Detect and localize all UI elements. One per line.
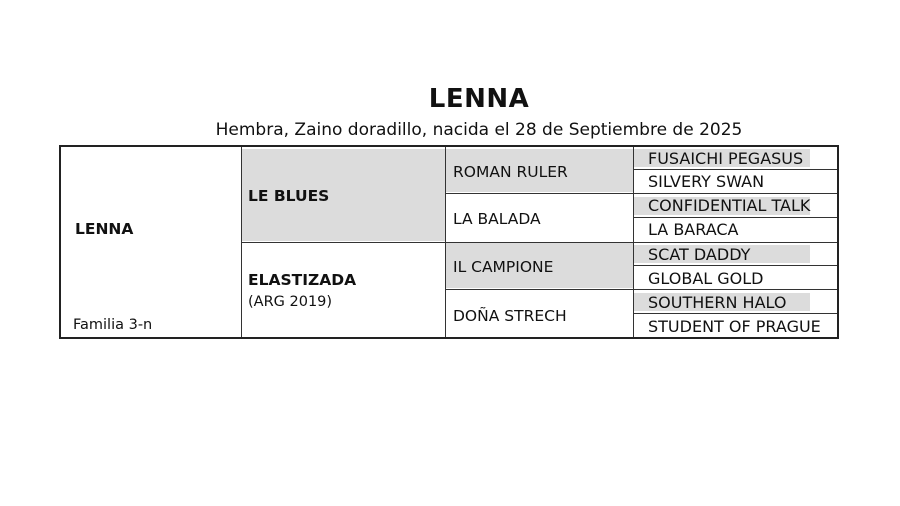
- row-divider-gp-upper: [445, 193, 837, 194]
- ggp-4: LA BARACA: [648, 220, 739, 239]
- ggp-2: SILVERY SWAN: [648, 172, 765, 191]
- sire-name: LE BLUES: [248, 187, 330, 205]
- grandparent-3: IL CAMPIONE: [453, 258, 554, 276]
- grandparent-2: LA BALADA: [453, 210, 541, 228]
- row-divider-gp-lower: [445, 289, 837, 290]
- dam-name: ELASTIZADA: [248, 271, 357, 289]
- row-divider-ggp-3: [633, 217, 837, 218]
- horse-title: LENNA: [428, 84, 530, 114]
- ggp-5: SCAT DADDY: [648, 245, 751, 264]
- grandparent-1: ROMAN RULER: [453, 163, 568, 181]
- ggp-3: CONFIDENTIAL TALK: [648, 196, 811, 215]
- ggp-8: STUDENT OF PRAGUE: [648, 317, 821, 336]
- ggp-6: GLOBAL GOLD: [648, 269, 764, 288]
- family-label: Familia 3-n: [73, 317, 153, 333]
- subject-name: LENNA: [75, 220, 134, 238]
- dam-detail: (ARG 2019): [248, 294, 333, 310]
- ggp-1: FUSAICHI PEGASUS: [648, 149, 804, 168]
- grandparent-4: DOÑA STRECH: [453, 307, 567, 325]
- ggp-7: SOUTHERN HALO: [648, 293, 787, 312]
- row-divider-parents: [241, 242, 837, 243]
- horse-description: Hembra, Zaino doradillo, nacida el 28 de Septiembre de 2025: [215, 120, 743, 140]
